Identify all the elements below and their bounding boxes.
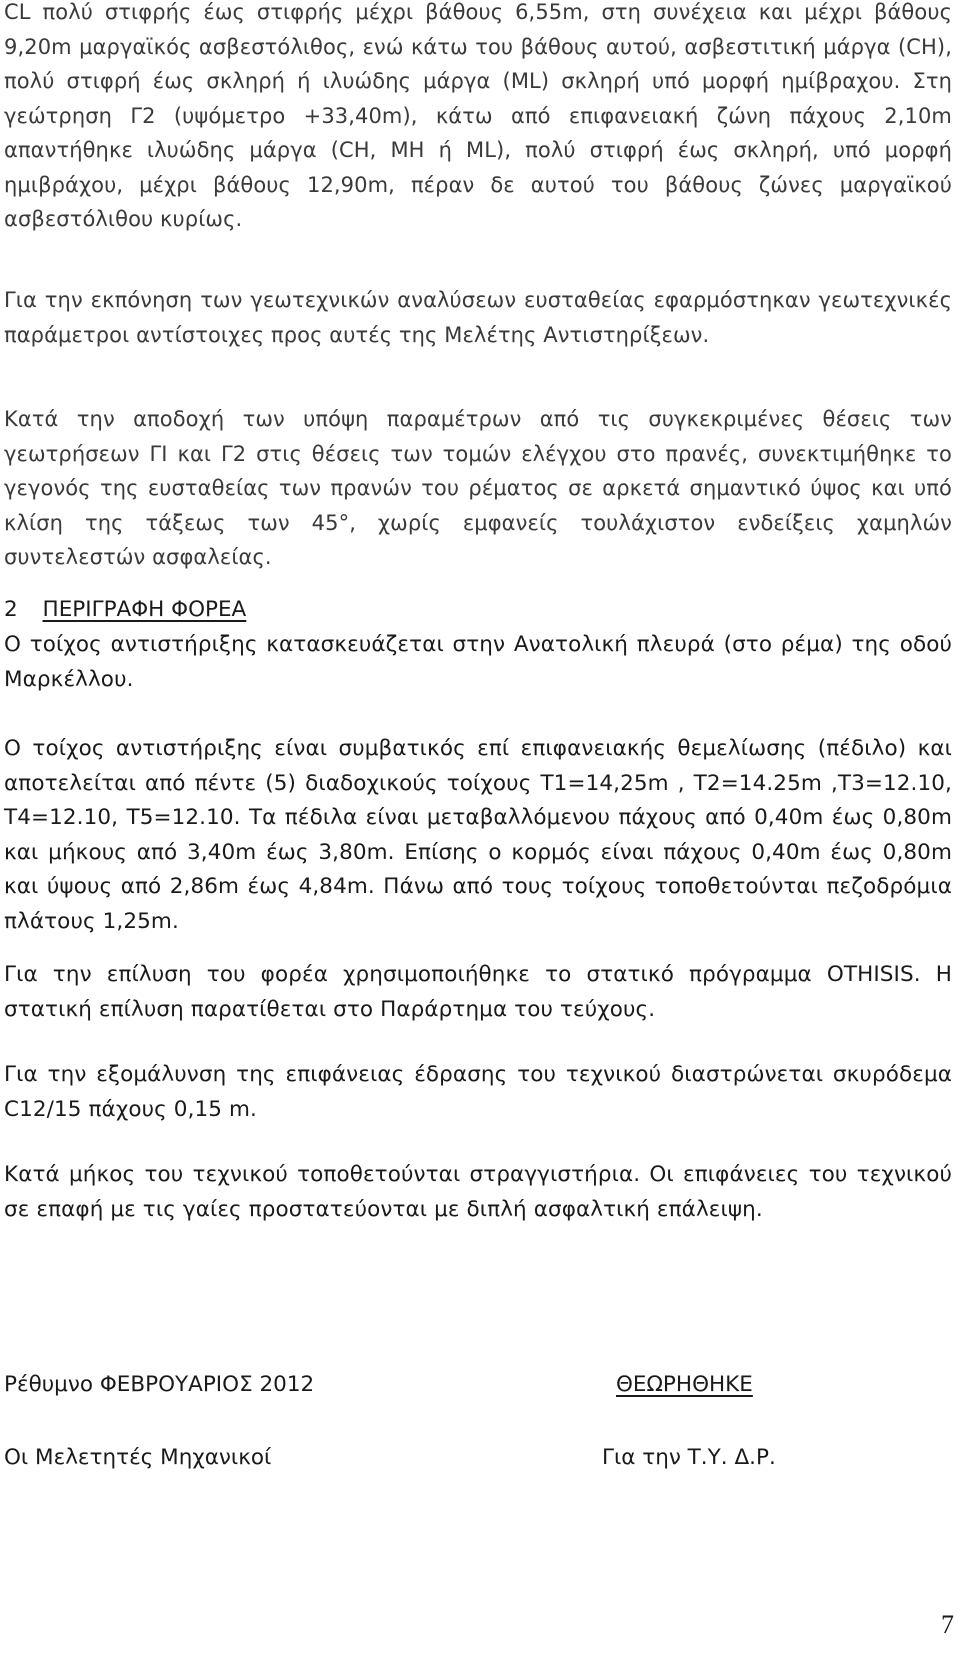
paragraph-wall-location: Ο τοίχος αντιστήριξης κατασκευάζεται στην Ανατολική πλευρά (στο ρέμα) της οδού Μαρκέλλου.: [4, 632, 952, 692]
section-number: 2: [4, 597, 18, 622]
paragraph-leveling-concrete: Για την εξομάλυνση της επιφάνειας έδρασης του τεχνικού διαστρώνεται σκυρόδεμα C12/15 πάχους 0,15 m.: [4, 1062, 952, 1122]
signature-place-date: Ρέθυμνο ΦΕΒΡΟΥΑΡΙΟΣ 2012: [4, 1372, 315, 1397]
paragraph-wall-description: Ο τοίχος αντιστήριξης είναι συμβατικός επί επιφανειακής θεμελίωσης (πέδιλο) και αποτελείται από πέντε (5) διαδοχικούς τοίχους Τ1=14,25m , Τ2=14.25m ,Τ3=12.10, Τ4=12.10, Τ5=12.10. Τα πέδιλα είναι μεταβαλλόμενου πάχους από 0,40m έως 0,80m και μήκους από 3,40m έως 3,80m. Επίσης ο κορμός είναι πάχους 0,40m έως 0,80m και ύψους από 2,86m έως 4,84m. Πάνω από τους τοίχους τοποθετούνται πεζοδρόμια πλάτους 1,25m.: [4, 736, 952, 934]
paragraph-static-analysis: Για την επίλυση του φορέα χρησιμοποιήθηκε το στατικό πρόγραμμα OTHISIS. Η στατική επίλυση παρατίθεται στο Παράρτημα του τεύχους.: [4, 962, 952, 1022]
paragraph-geology-boreholes: CL πολύ στιφρής έως στιφρής μέχρι βάθους 6,55m, στη συνέχεια και μέχρι βάθους 9,20m μαργαϊκός ασβεστόλιθος, ενώ κάτω του βάθους αυτού, ασβεστιτική μάργα (CH), πολύ στιφρή έως σκληρή ή ιλυώδης μάργα (ML) σκληρή υπό μορφή ημίβραχου. Στη γεώτρηση Γ2 (υψόμετρο +33,40m), κάτω από επιφανειακή ζώνη πάχους 2,10m απαντήθηκε ιλυώδης μάργα (CH, MH ή ML), πολύ στιφρή έως σκληρή, υπό μορφή ημιβράχου, μέχρι βάθους 12,90m, πέραν δε αυτού του βάθους ζώνες μαργαϊκού ασβεστόλιθου κυρίως.: [4, 0, 952, 231]
paragraph-stability-assessment: Κατά την αποδοχή των υπόψη παραμέτρων από τις συγκεκριμένες θέσεις των γεωτρήσεων ΓΙ και Γ2 στις θέσεις των τομών ελέγχου στο πρανές, συνεκτιμήθηκε το γεγονός της ευσταθείας των πρανών του ρέματος σε αρκετά σημαντικό ύψος και υπό κλίση της τάξεως των 45°, χωρίς εμφανείς τουλάχιστον ενδείξεις χαμηλών συντελεστών ασφαλείας.: [4, 407, 952, 569]
signature-approved-label: ΘΕΩΡΗΘΗΚΕ: [616, 1372, 753, 1397]
paragraph-drainage-waterproofing: Κατά μήκος του τεχνικού τοποθετούνται στραγγιστήρια. Οι επιφάνειες του τεχνικού σε επαφή με τις γαίες προστατεύονται με διπλή ασφαλτική επάλειψη.: [4, 1162, 952, 1222]
signature-engineers: Οι Μελετητές Μηχανικοί: [4, 1445, 272, 1470]
paragraph-geotechnical-parameters: Για την εκπόνηση των γεωτεχνικών αναλύσεων ευσταθείας εφαρμόστηκαν γεωτεχνικές παράμετροι αντίστοιχες προς αυτές της Μελέτης Αντιστηρίξεων.: [4, 288, 952, 347]
section-title: ΠΕΡΙΓΡΑΦΗ ΦΟΡΕΑ: [42, 597, 247, 622]
section-heading: [4, 593, 246, 627]
signature-authority: Για την Τ.Υ. Δ.Ρ.: [602, 1445, 776, 1470]
page-number: 7: [941, 1610, 954, 1639]
